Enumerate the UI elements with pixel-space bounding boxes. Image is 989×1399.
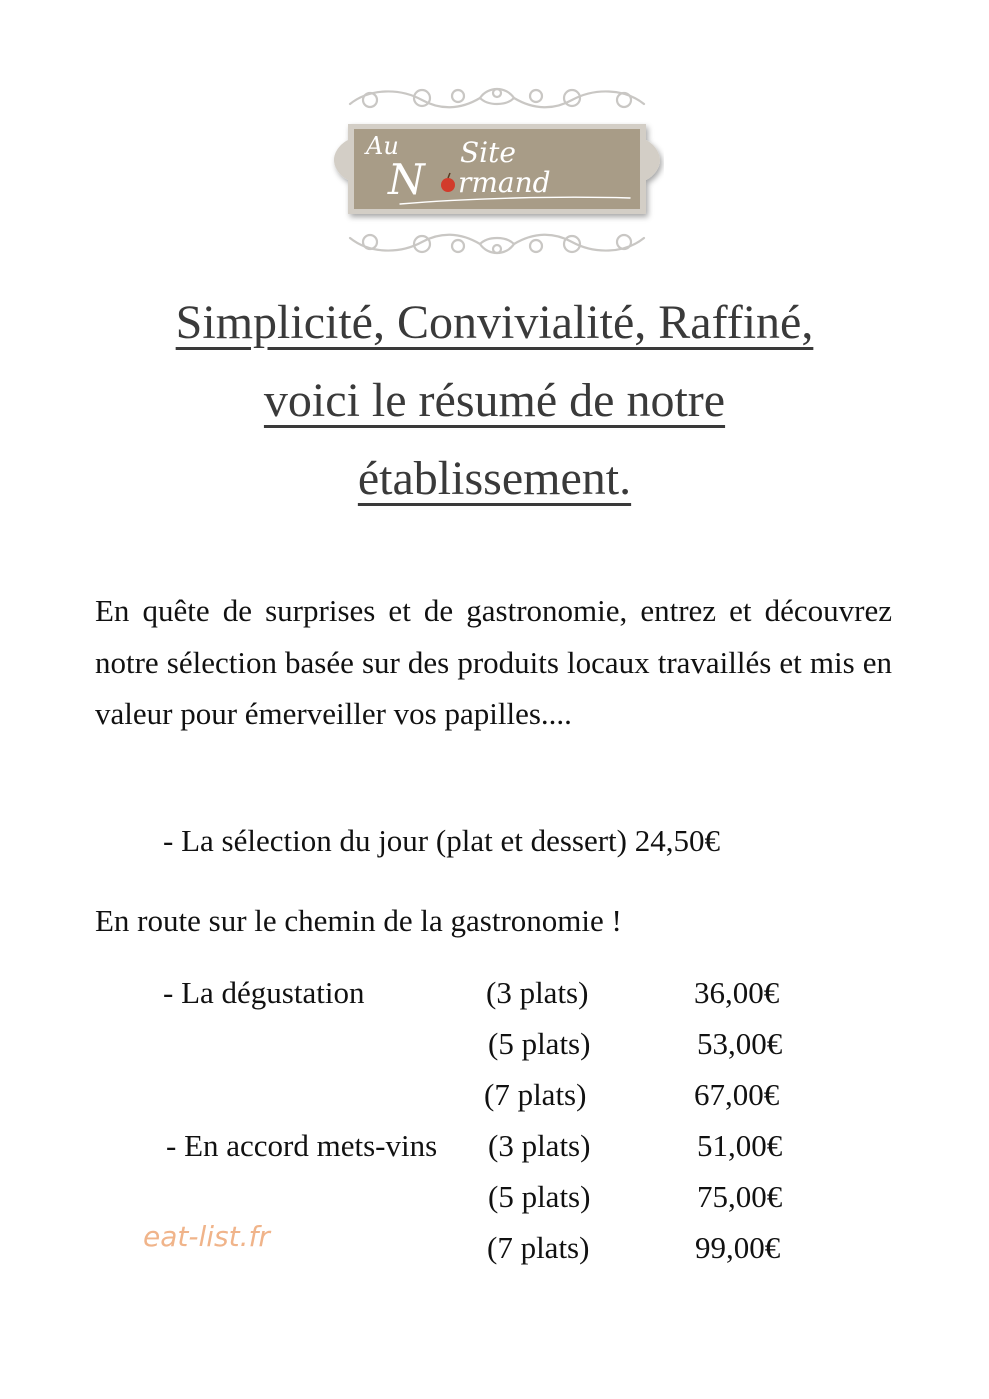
logo-text-au: Au [366,132,399,160]
intro-paragraph: En quête de surprises et de gastronomie, entrez et découvrez notre sélection basée sur des produits locaux travaillés et mis en valeur pour émerveiller vos papilles.... [95,593,892,731]
menu-price: 99,00€ [695,1230,781,1265]
menu-price: 51,00€ [697,1128,783,1163]
bottom-ornament-icon [350,235,644,253]
logo-text-rmand: rmand [458,166,551,199]
menu-portions: (7 plats) [487,1230,590,1265]
menu-label: - La dégustation [163,975,365,1010]
headline-line-3: établissement. [357,452,632,505]
headline-line-2: voici le résumé de notre [263,374,726,427]
menu-portions: (5 plats) [488,1179,591,1214]
route-heading: En route sur le chemin de la gastronomie ! [95,903,622,938]
watermark: eat-list.fr [143,1220,270,1253]
logo-text-site: Site [460,136,516,169]
menu-label: - En accord mets-vins [166,1128,438,1163]
daily-selection-line: - La sélection du jour (plat et dessert) 24,50€ [163,823,720,858]
menu-price: 75,00€ [697,1179,783,1214]
headline-line-1: Simplicité, Convivialité, Raffiné, [175,296,814,349]
menu-price: 67,00€ [694,1077,780,1112]
logo-text-initial: N [388,155,425,204]
menu-portions: (3 plats) [486,975,589,1010]
menu-price: 53,00€ [697,1026,783,1061]
menu-price: 36,00€ [694,975,780,1010]
menu-portions: (5 plats) [488,1026,591,1061]
top-ornament-icon [350,89,644,107]
au-site-normand-logo [330,82,664,260]
menu-portions: (7 plats) [484,1077,587,1112]
menu-portions: (3 plats) [488,1128,591,1163]
